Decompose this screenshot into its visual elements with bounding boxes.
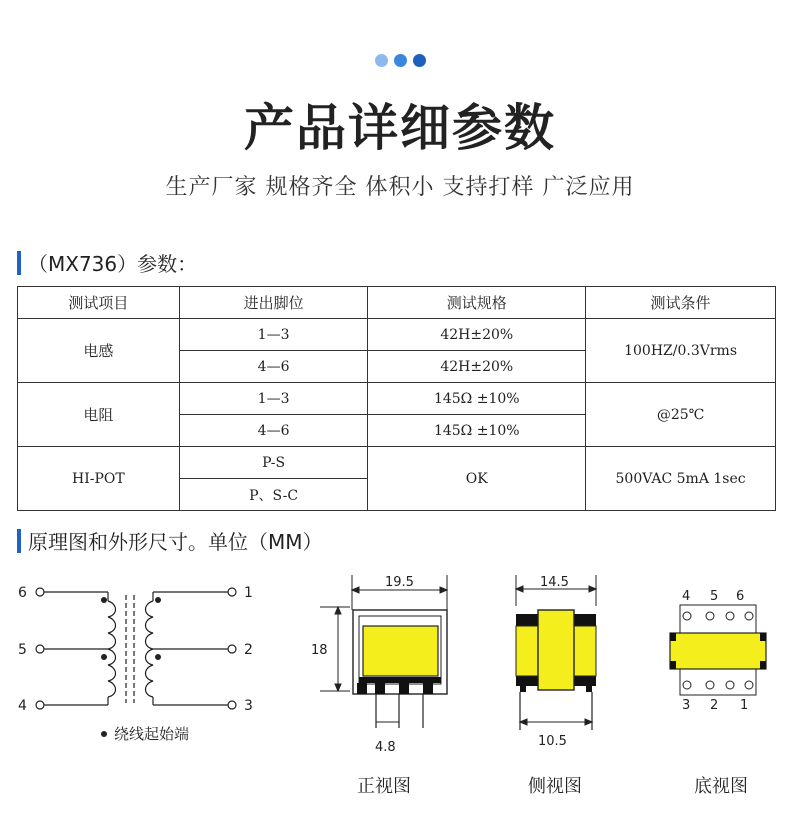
transformer-schematic: [0, 575, 280, 755]
cell-pins: 1—3: [179, 383, 368, 415]
front-pitch-label: 4.8: [375, 740, 396, 755]
table-row: [18, 319, 776, 351]
dot-3: [413, 54, 426, 67]
front-height-label: 18: [311, 643, 328, 658]
bottom-core: [670, 633, 766, 669]
cell-pins: 4—6: [179, 415, 368, 447]
dot-2: [394, 54, 407, 67]
schematic-pin-2: 2: [244, 642, 253, 658]
bottom-pin-3: 3: [682, 698, 691, 713]
front-core: [363, 626, 438, 676]
bottom-pin-6: 6: [736, 589, 745, 604]
cell-spec: 42H±20%: [368, 351, 586, 383]
side-core: [538, 610, 574, 690]
cell-spec: 42H±20%: [368, 319, 586, 351]
decorative-dots: [0, 54, 800, 67]
cell-condition-hipot: 500VAC 5mA 1sec: [586, 447, 776, 511]
dot-1: [375, 54, 388, 67]
bottom-view-caption: 底视图: [694, 776, 748, 797]
table-row: [18, 447, 776, 479]
col-header-item: 测试项目: [18, 287, 180, 319]
side-width-label: 14.5: [540, 575, 569, 590]
table-row: [18, 383, 776, 415]
cell-condition-inductance: 100HZ/0.3Vrms: [586, 319, 776, 383]
drawing-heading-text: 原理图和外形尺寸。单位（MM）: [28, 530, 323, 554]
params-heading: [17, 248, 197, 277]
cell-spec: 145Ω ±10%: [368, 383, 586, 415]
col-header-condition: 测试条件: [586, 287, 776, 319]
front-view-caption: 正视图: [357, 776, 411, 797]
params-heading-text: （MX736）参数：: [28, 252, 198, 276]
cell-pins: 1—3: [179, 319, 368, 351]
col-header-pins: 进出脚位: [179, 287, 368, 319]
schematic-pin-4: 4: [18, 698, 27, 714]
table-header-row: [18, 287, 776, 319]
schematic-pin-3: 3: [244, 698, 253, 714]
side-view-caption: 侧视图: [528, 776, 582, 797]
col-header-spec: 测试规格: [368, 287, 586, 319]
side-span-label: 10.5: [538, 734, 567, 749]
cell-pins: 4—6: [179, 351, 368, 383]
params-table: [17, 286, 776, 511]
schematic-legend: 绕线起始端: [114, 725, 190, 743]
bottom-view-drawing: [660, 585, 770, 715]
cell-spec-hipot: OK: [368, 447, 586, 511]
bottom-pin-1: 1: [740, 698, 749, 713]
drawing-heading: [17, 526, 323, 555]
cell-spec: 145Ω ±10%: [368, 415, 586, 447]
bottom-pin-5: 5: [710, 589, 719, 604]
front-view-drawing: [305, 570, 465, 770]
bottom-pin-2: 2: [710, 698, 719, 713]
page-title: 产品详细参数: [244, 99, 556, 157]
page-subtitle: 生产厂家 规格齐全 体积小 支持打样 广泛应用: [165, 175, 635, 200]
bottom-pin-4: 4: [682, 589, 691, 604]
schematic-pin-6: 6: [18, 585, 27, 601]
cell-item-resistance: 电阻: [18, 383, 180, 447]
heading-accent-bar: [17, 529, 21, 553]
schematic-pin-5: 5: [18, 642, 27, 658]
heading-accent-bar: [17, 251, 21, 275]
cell-pins: P、S-C: [179, 479, 368, 511]
schematic-pin-1: 1: [244, 585, 253, 601]
cell-item-hipot: HI-POT: [18, 447, 180, 511]
side-view-drawing: [500, 570, 620, 770]
cell-condition-resistance: @25℃: [586, 383, 776, 447]
cell-pins: P-S: [179, 447, 368, 479]
cell-item-inductance: 电感: [18, 319, 180, 383]
front-width-label: 19.5: [385, 575, 414, 590]
